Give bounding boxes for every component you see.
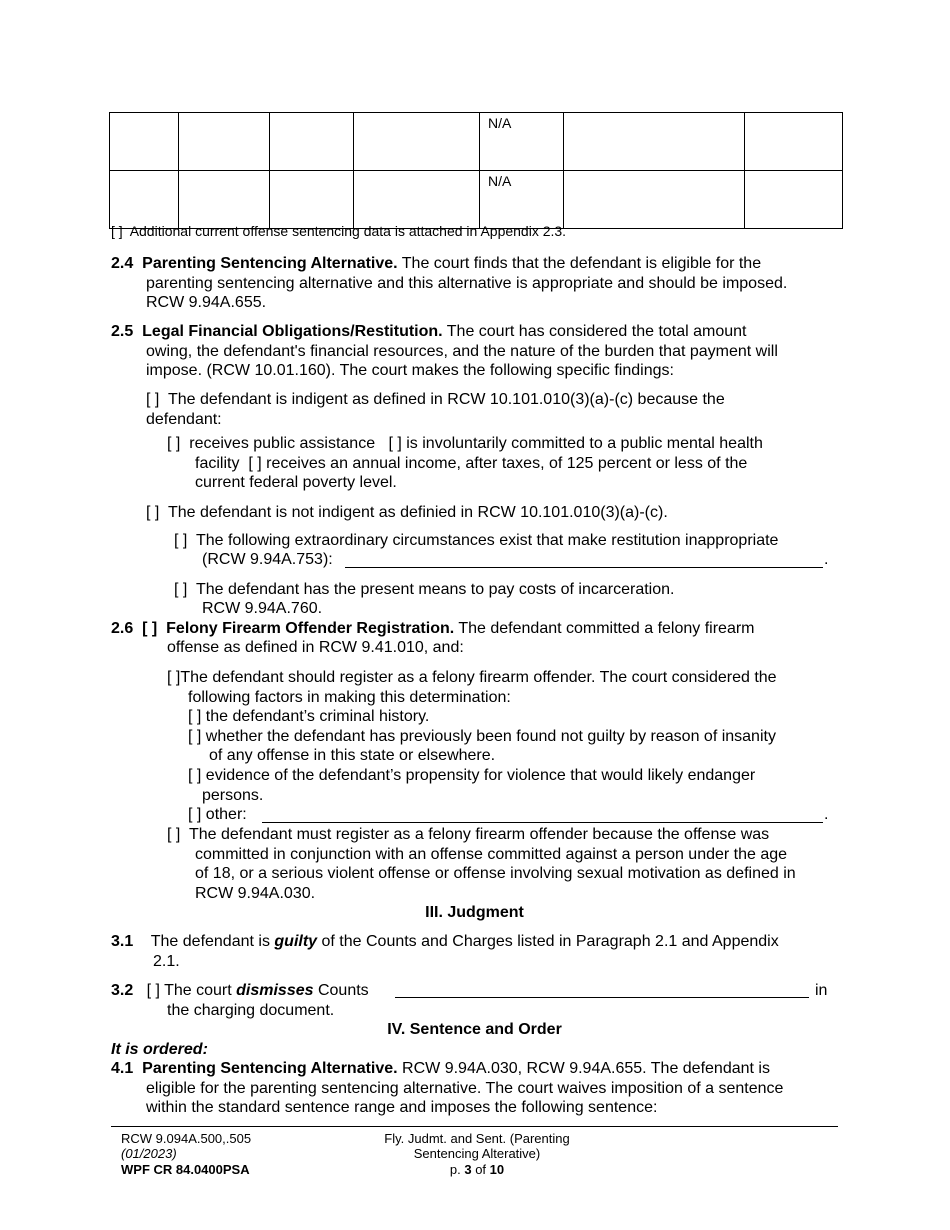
section-3-1 bbox=[111, 932, 779, 952]
footer-rcw: RCW 9.094A.500,.505 bbox=[121, 1131, 252, 1146]
finding-text: RCW 9.94A.030. bbox=[195, 885, 316, 902]
section-text: 2.1. bbox=[153, 953, 180, 970]
indigent-checkbox[interactable]: [ ] bbox=[146, 391, 160, 408]
section-2-6 bbox=[111, 619, 755, 639]
dismiss-checkbox[interactable]: [ ] bbox=[146, 982, 160, 999]
judgment-heading bbox=[111, 903, 838, 923]
extraordinary-finding bbox=[174, 531, 778, 551]
table-cell bbox=[179, 171, 270, 229]
total-pages: 10 bbox=[489, 1162, 505, 1177]
section-text: parenting sentencing alternative and this alternative is appropriate and should be imposed. bbox=[146, 275, 788, 292]
factor-checkbox[interactable]: [ ] bbox=[188, 806, 202, 823]
factor-checkbox[interactable]: [ ] bbox=[188, 728, 202, 745]
section-text: in bbox=[815, 982, 828, 999]
appendix-note bbox=[111, 222, 566, 242]
finding-text: of 18, or a serious violent offense or offense involving sexual motivation as defined in bbox=[195, 865, 796, 882]
ordered-text: It is ordered: bbox=[111, 1041, 208, 1058]
section-text: RCW 9.94A.030, RCW 9.94A.655. The defendant is bbox=[397, 1060, 770, 1077]
section-text: eligible for the parenting sentencing alternative. The court waives imposition of a sentence bbox=[146, 1080, 784, 1097]
section-text: offense as defined in RCW 9.41.010, and: bbox=[167, 639, 464, 656]
table-cell: N/A bbox=[480, 171, 564, 229]
heading-text: IV. Sentence and Order bbox=[387, 1021, 562, 1038]
section-number: 2.5 bbox=[111, 323, 134, 340]
option-text: is involuntarily committed to a public mental health bbox=[406, 435, 763, 452]
extraordinary-line2 bbox=[202, 550, 333, 570]
extraordinary-fill-line[interactable] bbox=[345, 567, 823, 568]
current-page: 3 bbox=[464, 1162, 472, 1177]
appendix-note-text: Additional current offense sentencing data is attached in Appendix 2.3. bbox=[129, 223, 567, 239]
section-text: within the standard sentence range and imposes the following sentence: bbox=[146, 1099, 658, 1116]
section-text: The court has considered the total amount bbox=[442, 323, 747, 340]
table-cell bbox=[110, 171, 179, 229]
guilty-emphasis: guilty bbox=[274, 933, 318, 950]
committed-checkbox[interactable]: [ ] bbox=[388, 435, 402, 452]
should-register-checkbox[interactable]: [ ] bbox=[167, 669, 181, 686]
other-fill-line[interactable] bbox=[262, 822, 823, 823]
table-cell bbox=[745, 171, 843, 229]
not-indigent-checkbox[interactable]: [ ] bbox=[146, 504, 160, 521]
section-number: 3.1 bbox=[111, 933, 134, 950]
factor-checkbox[interactable]: [ ] bbox=[188, 767, 202, 784]
option-text: facility bbox=[195, 455, 240, 472]
section-text: RCW 9.94A.655. bbox=[146, 294, 267, 311]
finding-text: following factors in making this determination: bbox=[188, 689, 511, 706]
footer-date: (01/2023) bbox=[121, 1146, 177, 1161]
means-checkbox[interactable]: [ ] bbox=[174, 581, 188, 598]
section-heading: Legal Financial Obligations/Restitution. bbox=[142, 323, 443, 340]
factor-other bbox=[188, 805, 247, 825]
factor-text: the defendant’s criminal history. bbox=[205, 708, 430, 725]
table-row bbox=[110, 113, 843, 171]
finding-text: (RCW 9.94A.753): bbox=[202, 551, 333, 568]
finding-text: The defendant has the present means to pay costs of incarceration. bbox=[195, 581, 675, 598]
finding-text: defendant: bbox=[146, 411, 222, 428]
heading-text: III. Judgment bbox=[425, 904, 524, 921]
finding-text: The defendant is not indigent as definied in RCW 10.101.010(3)(a)-(c). bbox=[167, 504, 668, 521]
table-cell bbox=[179, 113, 270, 171]
table-cell bbox=[270, 113, 354, 171]
section-text: impose. (RCW 10.01.160). The court makes the following specific findings: bbox=[146, 362, 674, 379]
indigent-finding bbox=[146, 390, 725, 410]
must-register bbox=[167, 825, 769, 845]
section-text: of the Counts and Charges listed in Paragraph 2.1 and Appendix bbox=[317, 933, 779, 950]
section-2-5 bbox=[111, 322, 747, 342]
section-text: owing, the defendant's financial resources, and the nature of the burden that payment will bbox=[146, 343, 778, 360]
table-cell bbox=[564, 113, 745, 171]
assistance-options bbox=[167, 434, 763, 454]
factor-criminal-history bbox=[188, 707, 429, 727]
offense-data-table bbox=[109, 112, 843, 229]
factor-insanity bbox=[188, 727, 776, 747]
section-text: The defendant committed a felony firearm bbox=[454, 620, 755, 637]
must-register-checkbox[interactable]: [ ] bbox=[167, 826, 181, 843]
section-text: The court bbox=[164, 982, 237, 999]
public-assistance-checkbox[interactable]: [ ] bbox=[167, 435, 181, 452]
section-2-4 bbox=[111, 254, 761, 274]
assistance-options-line2 bbox=[195, 454, 747, 474]
footer-form-number: WPF CR 84.0400PSA bbox=[121, 1162, 250, 1177]
extraordinary-checkbox[interactable]: [ ] bbox=[174, 532, 188, 549]
table-cell bbox=[745, 113, 843, 171]
factor-violence bbox=[188, 766, 755, 786]
finding-text: RCW 9.94A.760. bbox=[202, 600, 323, 617]
table-cell bbox=[110, 113, 179, 171]
option-text: receives an annual income, after taxes, of 125 percent or less of the bbox=[266, 455, 748, 472]
section-number: 4.1 bbox=[111, 1060, 134, 1077]
finding-text: The defendant must register as a felony firearm offender because the offense was bbox=[188, 826, 770, 843]
footer-page-number bbox=[352, 1162, 602, 1177]
section-number: 3.2 bbox=[111, 982, 134, 999]
finding-text: The following extraordinary circumstances exist that make restitution inappropriate bbox=[195, 532, 779, 549]
section-text: The defendant is bbox=[150, 933, 275, 950]
income-checkbox[interactable]: [ ] bbox=[248, 455, 262, 472]
dismisses-emphasis: dismisses bbox=[236, 982, 314, 999]
option-text: receives public assistance bbox=[189, 435, 376, 452]
section-text: Counts bbox=[313, 982, 369, 999]
factor-text: other: bbox=[205, 806, 247, 823]
page-of: of bbox=[471, 1162, 490, 1177]
section-text: The court finds that the defendant is eligible for the bbox=[397, 255, 762, 272]
factor-text: persons. bbox=[202, 787, 264, 804]
should-register bbox=[167, 668, 777, 688]
sentence-heading bbox=[111, 1020, 838, 1040]
table-cell bbox=[270, 171, 354, 229]
means-finding bbox=[174, 580, 674, 600]
section-heading: Felony Firearm Offender Registration. bbox=[166, 620, 455, 637]
appendix-checkbox[interactable]: [ ] bbox=[111, 223, 123, 239]
section-heading: Parenting Sentencing Alternative. bbox=[142, 255, 398, 272]
finding-text: The defendant is indigent as defined in RCW 10.101.010(3)(a)-(c) because the bbox=[167, 391, 725, 408]
table-cell: N/A bbox=[480, 113, 564, 171]
section-3-2 bbox=[111, 981, 369, 1001]
dismissed-counts-fill-line[interactable] bbox=[395, 997, 809, 998]
section-number: 2.6 bbox=[111, 620, 134, 637]
factor-checkbox[interactable]: [ ] bbox=[188, 708, 202, 725]
factor-text: evidence of the defendant’s propensity for violence that would likely endanger bbox=[205, 767, 756, 784]
factor-text: of any offense in this state or elsewhere. bbox=[209, 747, 496, 764]
it-is-ordered bbox=[111, 1040, 208, 1060]
option-text: current federal poverty level. bbox=[195, 474, 397, 491]
section-heading: Parenting Sentencing Alternative. bbox=[142, 1060, 398, 1077]
footer-title: Fly. Judmt. and Sent. (Parenting bbox=[384, 1131, 570, 1146]
not-indigent-finding bbox=[146, 503, 668, 523]
footer-divider bbox=[111, 1126, 838, 1127]
table-cell bbox=[564, 171, 745, 229]
page-prefix: p. bbox=[449, 1162, 465, 1177]
section-number: 2.4 bbox=[111, 255, 134, 272]
section-text: the charging document. bbox=[167, 1002, 335, 1019]
factor-text: whether the defendant has previously been found not guilty by reason of insanity bbox=[205, 728, 776, 745]
table-cell bbox=[354, 113, 480, 171]
table-row bbox=[110, 171, 843, 229]
section-4-1 bbox=[111, 1059, 770, 1079]
table-cell bbox=[354, 171, 480, 229]
firearm-checkbox[interactable]: [ ] bbox=[142, 620, 158, 637]
footer-title: Sentencing Alterative) bbox=[413, 1146, 541, 1161]
finding-text: The defendant should register as a felony firearm offender. The court considered the bbox=[180, 669, 777, 686]
finding-text: committed in conjunction with an offense committed against a person under the age bbox=[195, 846, 788, 863]
